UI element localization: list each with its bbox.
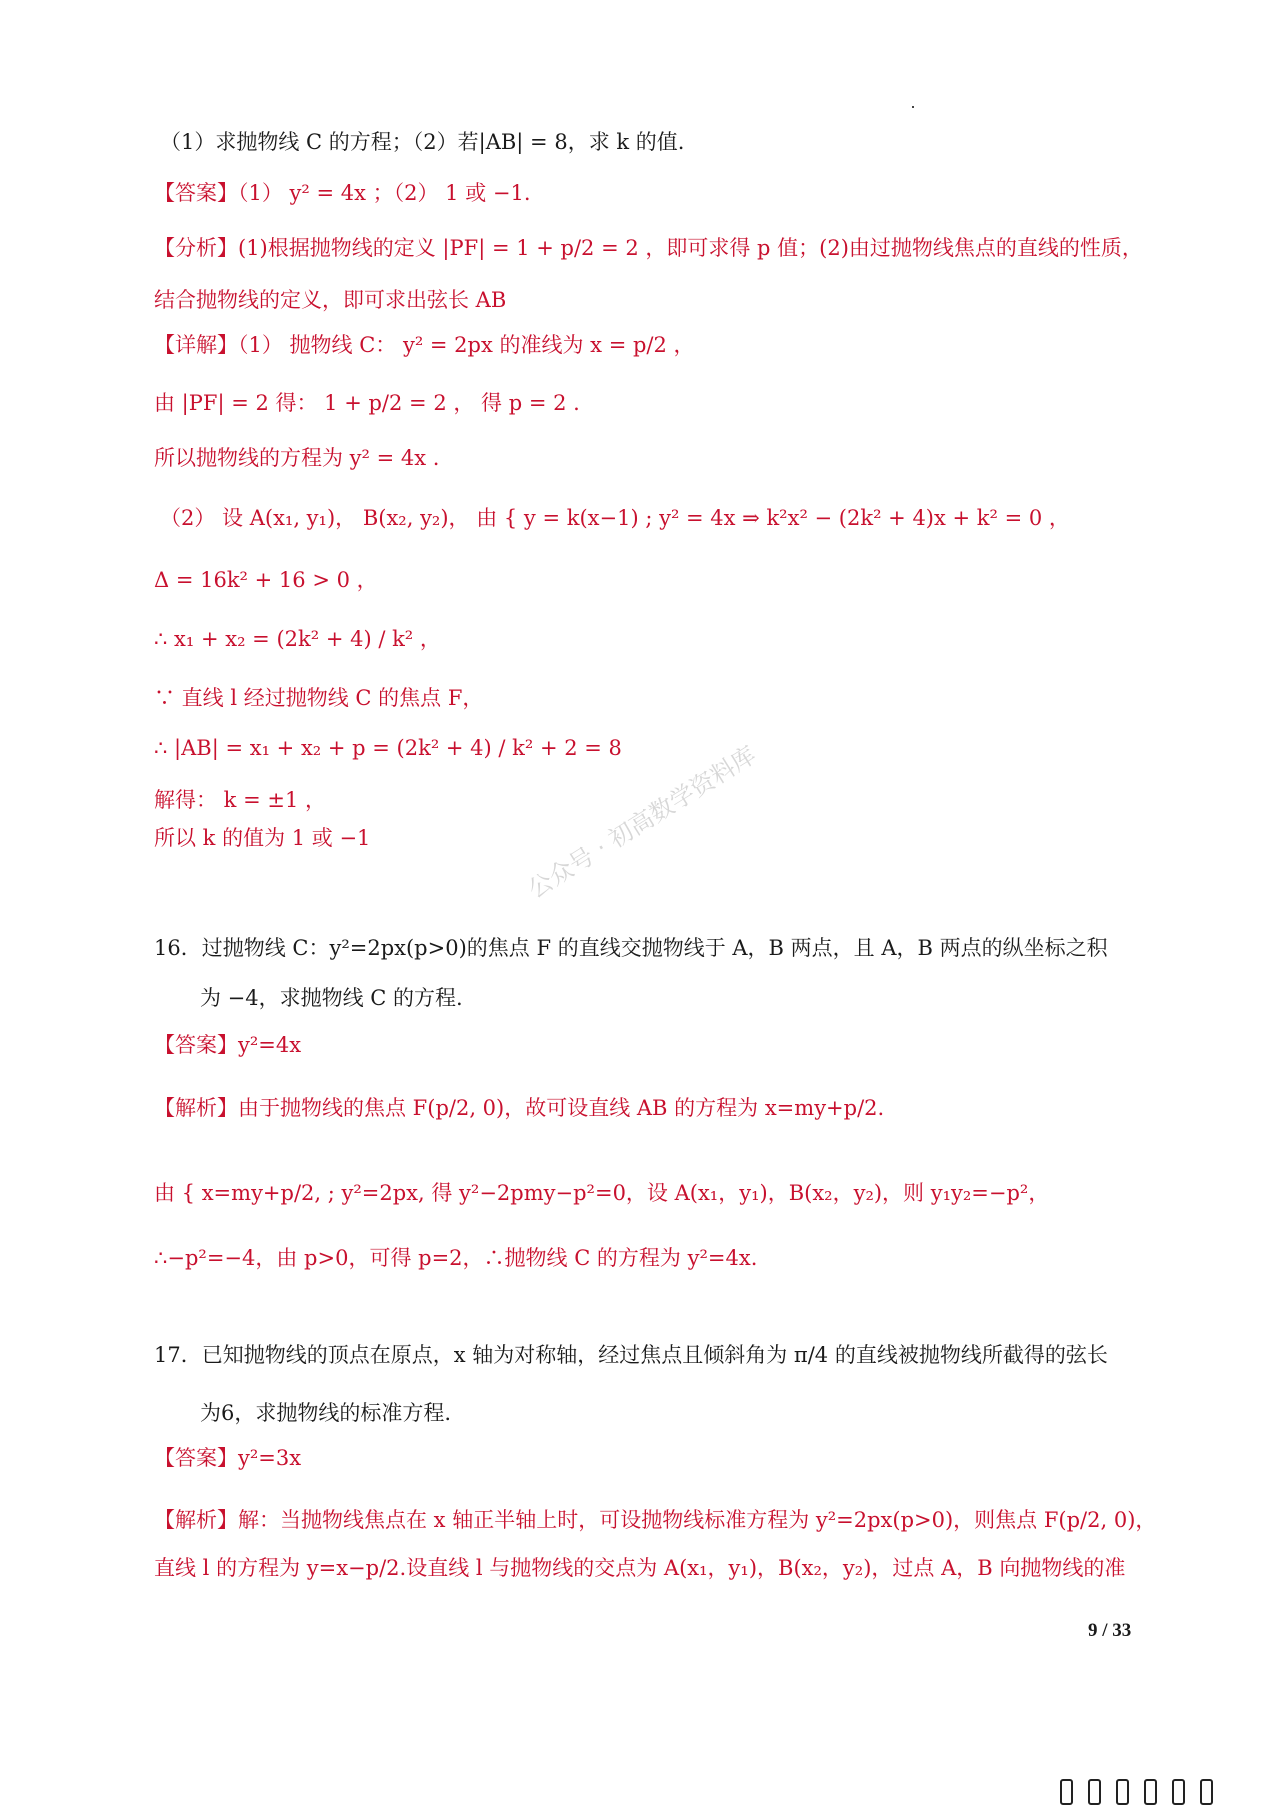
text-line: 【详解】（1） 抛物线 C： y² = 2px 的准线为 x = p/2 ， bbox=[154, 333, 695, 357]
text-line: 16．过抛物线 C：y²=2px(p>0)的焦点 F 的直线交抛物线于 A，B 两点，且 A，B 两点的纵坐标之积 bbox=[154, 936, 1108, 960]
text-line: ∴ |AB| = x₁ + x₂ + p = (2k² + 4) / k² + 2 = 8 bbox=[154, 736, 622, 760]
text-line: 【解析】解：当抛物线焦点在 x 轴正半轴上时，可设抛物线标准方程为 y²=2px(p>0)，则焦点 F(p/2, 0)， bbox=[154, 1508, 1157, 1532]
text-line: ∴−p²=−4，由 p>0，可得 p=2，∴抛物线 C 的方程为 y²=4x. bbox=[154, 1246, 758, 1270]
scroll-indicator-bar bbox=[1060, 1779, 1073, 1805]
text-line: 【答案】（1） y² = 4x ；（2） 1 或 −1. bbox=[154, 181, 531, 205]
scroll-indicator bbox=[1060, 1777, 1260, 1805]
text-line: 解得： k = ±1 ， bbox=[154, 788, 326, 812]
text-line: 为6，求抛物线的标准方程. bbox=[200, 1401, 452, 1425]
text-line: 为 −4，求抛物线 C 的方程. bbox=[200, 986, 463, 1010]
scroll-indicator-bar bbox=[1144, 1779, 1157, 1805]
scroll-indicator-bar bbox=[1172, 1779, 1185, 1805]
text-line: 【分析】(1)根据抛物线的定义 |PF| = 1 + p/2 = 2 ，即可求得 p 值；(2)由过抛物线焦点的直线的性质， bbox=[154, 236, 1143, 260]
text-line: 直线 l 的方程为 y=x−p/2.设直线 l 与抛物线的交点为 A(x₁，y₁)，B(x₂，y₂)，过点 A，B 向抛物线的准 bbox=[154, 1556, 1126, 1580]
text-line: 由 { x=my+p/2, ; y²=2px, 得 y²−2pmy−p²=0，设 A(x₁，y₁)，B(x₂，y₂)，则 y₁y₂=−p²， bbox=[154, 1181, 1050, 1205]
scroll-indicator-bar bbox=[1200, 1779, 1213, 1805]
scroll-indicator-bar bbox=[1088, 1779, 1101, 1805]
scan-speck bbox=[912, 106, 914, 108]
text-line: （1）求抛物线 C 的方程；（2）若|AB| = 8，求 k 的值. bbox=[160, 130, 685, 154]
text-line: 【答案】y²=3x bbox=[154, 1446, 302, 1470]
text-line: 【答案】y²=4x bbox=[154, 1033, 302, 1057]
text-line: 由 |PF| = 2 得： 1 + p/2 = 2 ， 得 p = 2 . bbox=[154, 391, 580, 415]
text-line: （2） 设 A(x₁, y₁)， B(x₂, y₂)， 由 { y = k(x−1) ; y² = 4x ⇒ k²x² − (2k² + 4)x + k² = 0 ， bbox=[160, 506, 1070, 530]
text-line: ∴ x₁ + x₂ = (2k² + 4) / k² ， bbox=[154, 627, 441, 651]
text-line: ∵ 直线 l 经过抛物线 C 的焦点 F， bbox=[154, 686, 484, 710]
text-line: Δ = 16k² + 16 > 0 ， bbox=[154, 568, 378, 592]
text-line: 所以 k 的值为 1 或 −1 bbox=[154, 826, 371, 850]
scroll-indicator-bar bbox=[1116, 1779, 1129, 1805]
text-line: 结合抛物线的定义，即可求出弦长 AB bbox=[154, 288, 507, 312]
text-line: 17．已知抛物线的顶点在原点，x 轴为对称轴，经过焦点且倾斜角为 π/4 的直线被抛物线所截得的弦长 bbox=[154, 1343, 1108, 1367]
page-number: 9 / 33 bbox=[1088, 1620, 1132, 1641]
text-line: 所以抛物线的方程为 y² = 4x . bbox=[154, 446, 440, 470]
text-line: 【解析】由于抛物线的焦点 F(p/2, 0)，故可设直线 AB 的方程为 x=my+p/2. bbox=[154, 1096, 885, 1120]
watermark: 公众号 · 初高数学资料库 bbox=[523, 740, 761, 904]
